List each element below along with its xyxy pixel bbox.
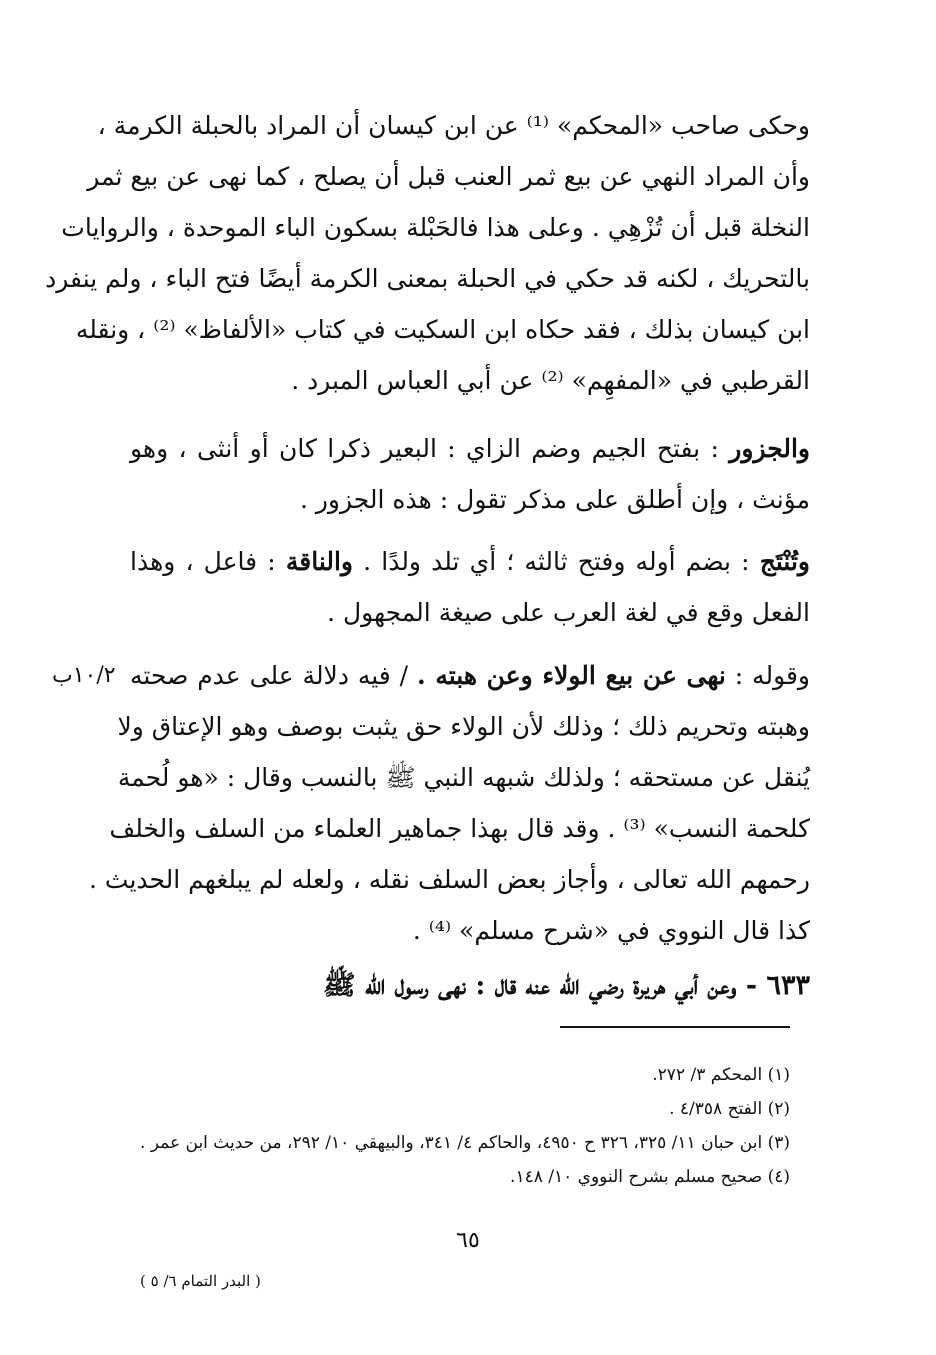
text-line: مؤنث ، وإن أطلق على مذكر تقول : هذه الجزور .: [299, 485, 810, 514]
footnote: (٣) ابن حبان ١١/ ٣٢٥، ٣٢٦ ح ٤٩٥٠، والحاكم ٤/ ٣٤١، والبيهقي ١٠/ ٢٩٢، من حديث ابن عمر .: [139, 1133, 790, 1153]
signature-mark: ( البدر التمام ٦/ ٥ ): [140, 1272, 261, 1290]
hadith-heading-block: [130, 960, 810, 1011]
text-line: بالتحريك ، لكنه قد حكي في الحبلة بمعنى الكرمة أيضًا فتح الباء ، ولم ينفرد: [45, 264, 810, 293]
footnotes: [130, 1058, 790, 1194]
footnote: (١) المحكم ٣/ ٢٧٢.: [652, 1065, 790, 1085]
definition: : فاعل ، وهذا: [130, 547, 276, 576]
text-line: وهبته وتحريم ذلك ؛ وذلك لأن الولاء حق يثبت بوصف وهو الإعتاق ولا: [117, 712, 810, 741]
footnote: (٤) صحيح مسلم بشرح النووي ١٠/ ١٤٨.: [510, 1167, 790, 1187]
text-line: [130, 423, 810, 474]
quoted-hadith: نهى عن بيع الولاء وعن هبته .: [416, 661, 726, 690]
term-tuntaj: وتُنْتَج: [759, 547, 811, 576]
text-line: ابن كيسان بذلك ، فقد حكاه ابن السكيت في كتاب «الألفاظ» ⁽²⁾ ، ونقله: [75, 315, 810, 344]
term-naqah: والناقة: [285, 547, 353, 576]
hadith-heading: ٦٣٣ - وعن أبي هريرة رضي الله عنه قال : نهى رسول الله ﷺ: [323, 970, 810, 1001]
lead-text: وقوله :: [734, 661, 811, 690]
text-line: النخلة قبل أن تُزْهِي . وعلى هذا فالحَبْلة بسكون الباء الموحدة ، والروايات: [61, 213, 810, 242]
commentary: / فيه دلالة على عدم صحته: [130, 661, 409, 690]
text-line: [130, 650, 810, 701]
page-number: ٦٥: [456, 1228, 480, 1253]
text-line: القرطبي في «المفهِم» ⁽²⁾ عن أبي العباس المبرد .: [291, 366, 810, 395]
footnote-divider: [560, 1026, 790, 1028]
text-line: كلحمة النسب» ⁽³⁾ . وقد قال بهذا جماهير العلماء من السلف والخلف: [109, 814, 810, 843]
footnote: (٢) الفتح ٤/٣٥٨ .: [669, 1099, 790, 1119]
text-line: يُنقل عن مستحقه ؛ ولذلك شبهه النبي ﷺ بالنسب وقال : «هو لُحمة: [117, 763, 810, 792]
text-line: رحمهم الله تعالى ، وأجاز بعض السلف نقله ، ولعله لم يبلغهم الحديث .: [89, 865, 810, 894]
paragraph-wala: [89, 650, 811, 956]
definition: : بفتح الجيم وضم الزاي : البعير ذكرا كان أو أنثى ، وهو: [130, 434, 719, 463]
paragraph-jazur: [130, 423, 810, 525]
text-line: كذا قال النووي في «شرح مسلم» ⁽⁴⁾ .: [412, 916, 810, 945]
text-line: وحكى صاحب «المحكم» ⁽¹⁾ عن ابن كيسان أن المراد بالحبلة الكرمة ،: [97, 111, 810, 140]
paragraph-tuntaj: [130, 536, 810, 638]
text-line: وأن المراد النهي عن بيع ثمر العنب قبل أن يصلح ، كما نهى عن بيع ثمر: [87, 162, 810, 191]
term-jazur: والجزور: [729, 434, 811, 463]
text-line: الفعل وقع في لغة العرب على صيغة المجهول .: [327, 598, 810, 627]
paragraph-hablah: [45, 100, 810, 406]
text-line: [130, 536, 810, 587]
definition: : بضم أوله وفتح ثالثه ؛ أي تلد ولدًا .: [363, 547, 750, 576]
manuscript-folio-note: ١٠/٢ب: [52, 663, 116, 688]
